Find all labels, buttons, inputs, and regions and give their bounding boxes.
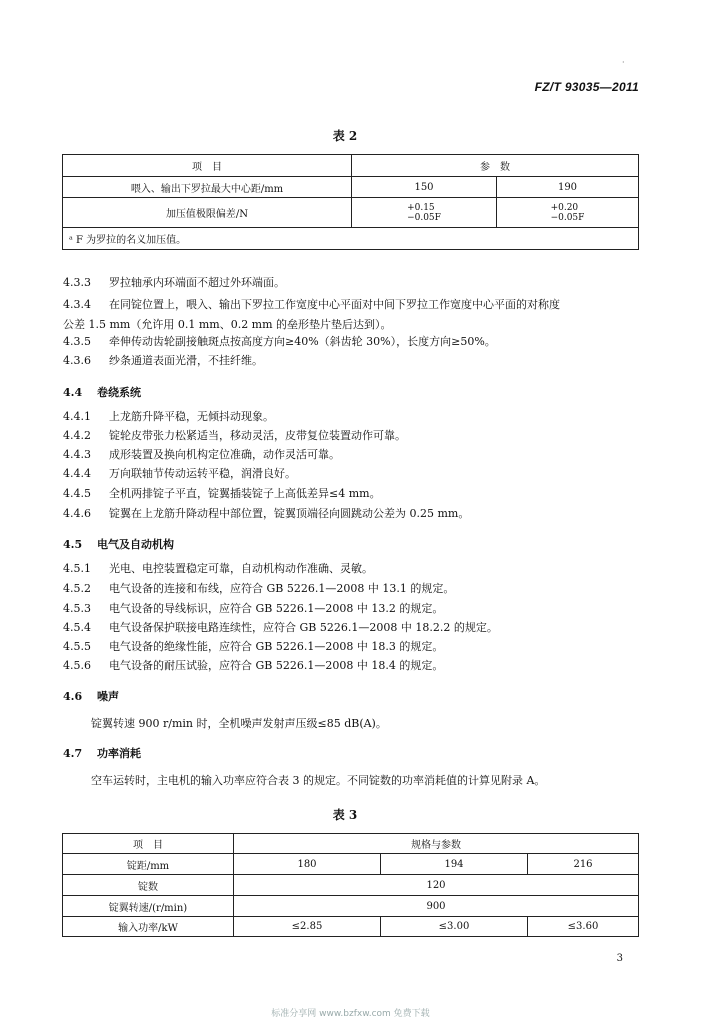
table2-header-params: 参 数 [352, 155, 639, 177]
section-4-5-heading [63, 536, 174, 552]
table3-cell: ≤2.85 [234, 917, 381, 937]
table2 [62, 154, 639, 250]
table-row [63, 198, 639, 228]
clause-number: 4.5.3 [63, 602, 91, 615]
table3-cell: ≤3.00 [381, 917, 528, 937]
power-paragraph: 空车运转时，主电机的输入功率应符合表 3 的规定。不同锭数的功率消耗值的计算见附录 A。 [91, 774, 546, 787]
clause-453 [63, 602, 443, 616]
tol1-upper: +0.15 [407, 202, 435, 213]
table3-cell: 900 [234, 896, 639, 917]
section-title: 功率消耗 [97, 747, 141, 760]
clause-text: 电气设备的绝缘性能，应符合 GB 5226.1—2008 中 18.3 的规定。 [109, 640, 444, 653]
table3-row1-label: 锭距/mm [63, 854, 234, 875]
clause-number: 4.5.4 [63, 621, 91, 634]
table2-row2-v1 [352, 198, 497, 228]
clause-454 [63, 621, 498, 635]
tol2-upper: +0.20 [550, 202, 579, 213]
clause-text: 全机两排锭子平直，锭翼插装锭子上高低差异≤4 mm。 [109, 487, 381, 500]
clause-text: 成形装置及换向机构定位准确，动作灵活可靠。 [109, 448, 340, 461]
clause-text: 电气设备的连接和布线，应符合 GB 5226.1—2008 中 13.1 的规定。 [109, 582, 455, 595]
watermark: 标准分享网 www.bzfxw.com 免费下载 [271, 1009, 430, 1019]
table3-cell: 216 [528, 854, 639, 875]
clause-455 [63, 640, 443, 654]
clause-number: 4.4.4 [63, 467, 91, 480]
clause-452 [63, 582, 454, 596]
clause-444 [63, 467, 296, 481]
section-4-7-heading [63, 745, 141, 761]
clause-text: 电气设备的耐压试验，应符合 GB 5226.1—2008 中 18.4 的规定。 [109, 659, 444, 672]
clause-436 [63, 354, 263, 368]
table2-row1-v2: 190 [497, 177, 639, 198]
clause-446 [63, 507, 469, 521]
table2-row2-label: 加压值极限偏差/N [63, 198, 352, 228]
table3-caption: 表 3 [332, 808, 358, 822]
clause-number: 4.4.5 [63, 487, 91, 500]
section-number: 4.5 [63, 538, 83, 551]
clause-434 [63, 298, 560, 312]
clause-text: 在同锭位置上，喂入、输出下罗拉工作宽度中心平面对中间下罗拉工作宽度中心平面的对称度 [109, 298, 560, 311]
table3-cell: ≤3.60 [528, 917, 639, 937]
clause-text: 电气设备保护联接电路连续性，应符合 GB 5226.1—2008 中 18.2.2 的规定。 [109, 621, 498, 634]
table2-note: ᵃ F 为罗拉的名义加压值。 [63, 228, 639, 250]
clause-text: 上龙筋升降平稳，无倾抖动现象。 [109, 410, 274, 423]
table3-cell: 180 [234, 854, 381, 875]
table3-cell: 194 [381, 854, 528, 875]
clause-435 [63, 335, 496, 349]
clause-number: 4.3.6 [63, 354, 91, 367]
table3 [62, 833, 639, 937]
section-4-6-heading [63, 688, 119, 704]
clause-text: 光电、电控装置稳定可靠，自动机构动作准确、灵敏。 [109, 562, 373, 575]
table3-row3-label: 锭翼转速/(r/min) [63, 896, 234, 917]
clause-text: 罗拉轴承内环端面不超过外环端面。 [109, 276, 285, 289]
table-row [63, 177, 639, 198]
tol2-symbol: F [578, 212, 585, 223]
table-row [63, 917, 639, 937]
clause-number: 4.5.6 [63, 659, 91, 672]
clause-number: 4.3.3 [63, 276, 91, 289]
table3-row4-label: 输入功率/kW [63, 917, 234, 937]
section-number: 4.4 [63, 386, 83, 399]
clause-456 [63, 659, 443, 673]
section-title: 噪声 [97, 690, 119, 703]
clause-text: 公差 1.5 mm（允许用 0.1 mm、0.2 mm 的垒形垫片垫后达到）。 [63, 318, 392, 331]
clause-text: 纱条通道表面光滑，不挂纤维。 [109, 354, 263, 367]
table3-cell: 120 [234, 875, 639, 896]
clause-text: 万向联轴节传动运转平稳，润滑良好。 [109, 467, 296, 480]
table2-row1-label: 喂入、输出下罗拉最大中心距/mm [63, 177, 352, 198]
page-number: 3 [616, 953, 623, 964]
clause-number: 4.4.1 [63, 410, 91, 423]
table3-row2-label: 锭数 [63, 875, 234, 896]
table2-row1-v1: 150 [352, 177, 497, 198]
section-number: 4.6 [63, 690, 83, 703]
clause-442 [63, 429, 406, 443]
scan-speck: · [622, 58, 625, 67]
clause-441 [63, 410, 274, 424]
tol1-symbol: F [434, 212, 441, 223]
clause-451 [63, 562, 373, 576]
table-row [63, 854, 639, 875]
clause-number: 4.5.1 [63, 562, 91, 575]
tol1-lower: −0.05 [407, 212, 435, 223]
clause-text: 电气设备的导线标识，应符合 GB 5226.1—2008 中 13.2 的规定。 [109, 602, 444, 615]
table3-header-item: 项 目 [63, 834, 234, 854]
table3-header-spec: 规格与参数 [234, 834, 639, 854]
table2-caption: 表 2 [332, 129, 358, 143]
clause-text: 牵伸传动齿轮副接触斑点按高度方向≥40%（斜齿轮 30%），长度方向≥50%。 [109, 335, 496, 348]
clause-text: 锭轮皮带张力松紧适当，移动灵活，皮带复位装置动作可靠。 [109, 429, 406, 442]
section-title: 卷绕系统 [97, 386, 141, 399]
clause-number: 4.4.6 [63, 507, 91, 520]
clause-number: 4.4.2 [63, 429, 91, 442]
clause-number: 4.4.3 [63, 448, 91, 461]
clause-433 [63, 276, 285, 290]
clause-445 [63, 487, 381, 501]
section-title: 电气及自动机构 [97, 538, 174, 551]
table-row [63, 896, 639, 917]
clause-text: 锭翼在上龙筋升降动程中部位置，锭翼顶端径向圆跳动公差为 0.25 mm。 [109, 507, 470, 520]
table-row [63, 875, 639, 896]
clause-number: 4.5.5 [63, 640, 91, 653]
clause-443 [63, 448, 340, 462]
clause-number: 4.3.5 [63, 335, 91, 348]
section-4-4-heading [63, 384, 141, 400]
tol2-lower: −0.05 [550, 212, 579, 223]
table2-header-item: 项 目 [63, 155, 352, 177]
standard-number: FZ/T 93035—2011 [534, 80, 639, 94]
noise-paragraph: 锭翼转速 900 r/min 时，全机噪声发射声压级≤85 dB(A)。 [91, 717, 387, 730]
table2-row2-v2 [497, 198, 639, 228]
clause-434-cont [63, 318, 392, 332]
clause-number: 4.3.4 [63, 298, 91, 311]
section-number: 4.7 [63, 747, 83, 760]
clause-number: 4.5.2 [63, 582, 91, 595]
